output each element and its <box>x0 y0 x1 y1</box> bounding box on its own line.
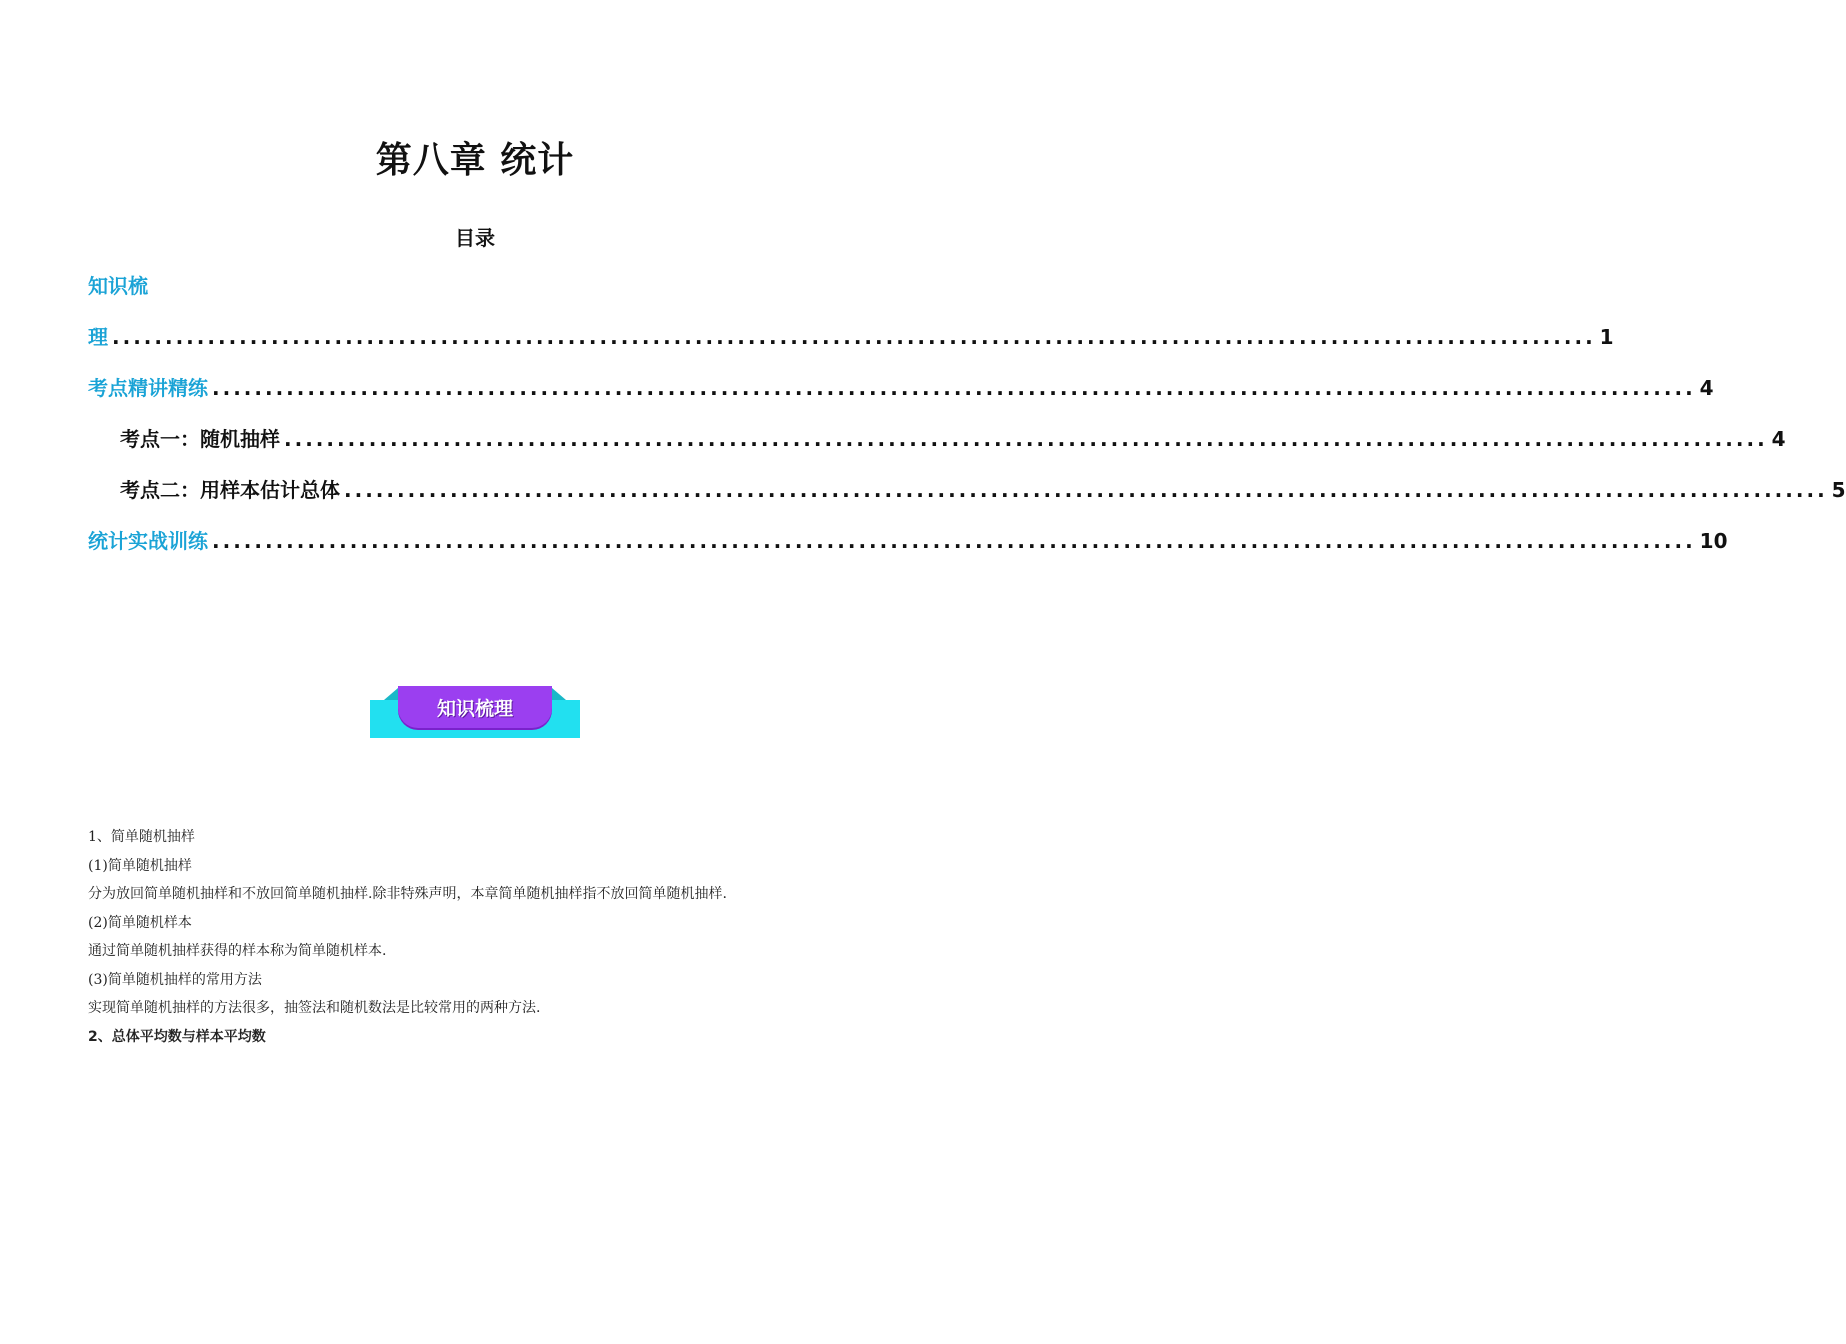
content-line: (3)简单随机抽样的常用方法 <box>88 971 262 988</box>
content-line: (1)简单随机抽样 <box>88 857 192 874</box>
toc-item-label: 考点二：用样本估计总体 <box>120 478 340 502</box>
toc-item-label: 统计实战训练 <box>88 529 208 553</box>
banner-fold-left <box>384 688 398 700</box>
toc-heading: 目录 <box>455 226 495 250</box>
content-line: 实现简单随机抽样的方法很多，抽签法和随机数法是比较常用的两种方法. <box>88 1000 541 1016</box>
toc-leader-dots: ............................................................................................................................................ <box>284 427 1768 451</box>
banner-pill <box>398 686 552 728</box>
toc-item-knowledge[interactable] <box>88 323 1614 351</box>
toc-leader-dots: ............................................................................................................................................ <box>112 325 1596 349</box>
content-line: 2、总体平均数与样本平均数 <box>88 1028 266 1045</box>
content-line: 1、简单随机抽样 <box>88 829 195 845</box>
toc-page-number: 4 <box>1771 427 1786 451</box>
banner-label: 知识梳理 <box>436 698 513 720</box>
toc-item-label: 考点精讲精练 <box>88 376 208 400</box>
content-line: 通过简单随机抽样获得的样本称为简单随机样本. <box>88 943 387 959</box>
content-line: 分为放回简单随机抽样和不放回简单随机抽样.除非特殊声明，本章简单随机抽样指不放回简单随机抽样. <box>88 886 727 902</box>
toc-item-label: 理 <box>88 325 108 349</box>
toc-item-practice[interactable] <box>88 527 1728 555</box>
section-banner <box>370 686 580 738</box>
toc-leader-dots: ............................................................................................................................................ <box>212 376 1696 400</box>
content-line: (2)简单随机样本 <box>88 914 192 931</box>
toc-item-point-2[interactable] <box>120 476 1846 504</box>
banner-fold-right <box>552 688 566 700</box>
toc-leader-dots: ............................................................................................................................................ <box>344 478 1828 502</box>
toc-item-label: 考点一：随机抽样 <box>120 427 280 451</box>
toc-page-number: 5 <box>1831 478 1846 502</box>
toc-item-point-1[interactable] <box>120 425 1786 453</box>
toc-page-number: 1 <box>1599 325 1614 349</box>
toc-item-exam-points[interactable] <box>88 374 1714 402</box>
page-title: 第八章 统计 <box>375 140 575 181</box>
toc-page-number: 10 <box>1699 529 1728 553</box>
toc-leader-dots: ............................................................................................................................................ <box>212 529 1696 553</box>
toc-page-number: 4 <box>1699 376 1714 400</box>
toc-item-1-line1[interactable]: 知识梳 <box>88 274 148 298</box>
content-body <box>88 823 878 1051</box>
